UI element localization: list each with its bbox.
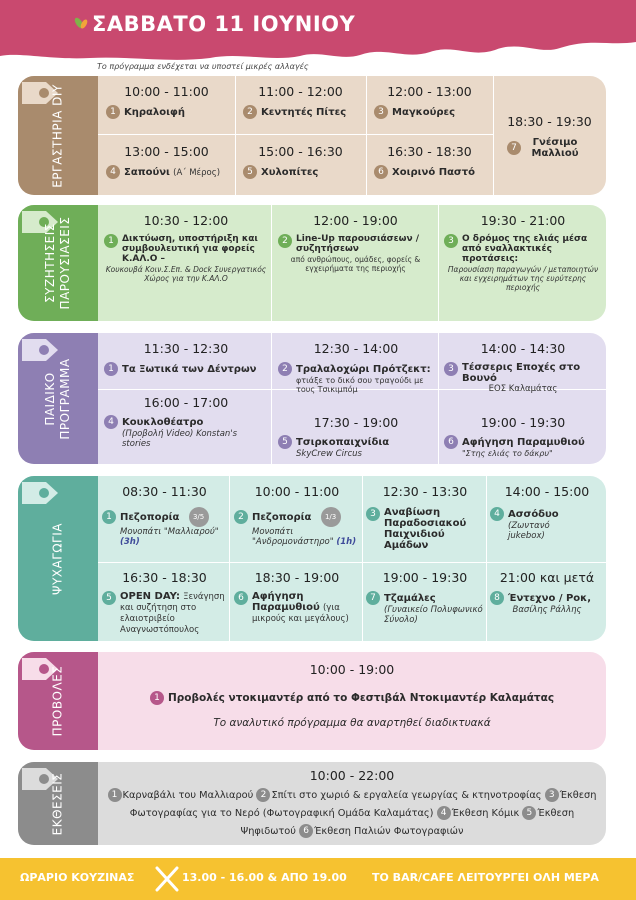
number-badge: 4: [104, 415, 118, 429]
event-note: "Στης ελιάς το δάκρυ": [462, 449, 553, 458]
section-entertainment-label: ΨΥΧΑΓΩΓΙΑ: [50, 522, 65, 595]
event-title: Πεζοπορία: [120, 512, 180, 523]
event-title: Αφήγηση Παραμυθιού: [252, 591, 320, 613]
time-label: 16:00 - 17:00: [143, 395, 229, 410]
event-title: Κουκλοθέατρο: [122, 417, 204, 428]
fraction-badge: 3/5: [189, 507, 209, 527]
section-kids-side: [18, 333, 98, 464]
number-badge: 7: [366, 591, 380, 605]
event-title: Γνέσιμο Μαλλιού: [531, 137, 579, 159]
list-item: 1 Καρναβάλι του Μαλλιαρού: [108, 790, 254, 801]
duration-label: (3h): [120, 537, 140, 547]
event-title: Line-Up παρουσιάσεων / συζητήσεων: [296, 234, 420, 254]
time-label: 08:30 - 11:30: [122, 484, 207, 499]
time-label: 16:30 - 18:30: [122, 570, 207, 585]
event-title: Κηραλοιφή: [124, 107, 185, 118]
event-note: Κουκουβά Κοιν.Σ.Επ. & Dock Συνεργατικός Χώρος για την Κ.ΑΛ.Ο: [105, 265, 267, 283]
event-note: Ξενάγηση και συζήτηση στο ελαιοτριβείο Αναγνωστόπουλος: [120, 592, 225, 635]
event-note: από ανθρώπους, ομάδες, φορείς & εγχειρήματα της περιοχής: [290, 255, 421, 273]
event-note: (Προβολή Video) Konstan's stories: [122, 429, 238, 449]
section-talks-grid: [98, 205, 606, 321]
duration-label: (1h): [336, 537, 357, 547]
number-badge: 1: [150, 691, 164, 705]
event-title: Πεζοπορία: [252, 512, 312, 523]
kids-cell-3: [444, 341, 602, 394]
event-note: Βασίλης Ράλλης: [512, 605, 582, 615]
section-talks-label: ΣΥΖΗΤΗΣΕΙΣ ΠΑΡΟΥΣΙΑΣΕΙΣ: [43, 216, 72, 310]
number-badge: 1: [104, 234, 118, 248]
diy-cell-6: [366, 144, 493, 179]
number-badge: 3: [444, 234, 458, 248]
number-badge: 4: [106, 165, 120, 179]
footer-bar: [0, 858, 636, 900]
section-screenings-body: [98, 652, 606, 750]
section-screenings-label: ΠΡΟΒΟΛΕΣ: [50, 665, 65, 737]
talks-cell-1: [104, 213, 268, 283]
time-label: 12:30 - 13:30: [382, 484, 468, 499]
diy-cell-2: [235, 84, 366, 119]
event-title: Προβολές ντοκιμαντέρ από το Φεστιβάλ Ντοκιμαντέρ Καλαμάτας: [167, 692, 555, 704]
page-title: ΣΑΒΒΑΤΟ 11 ΙΟΥΝΙΟΥ: [92, 12, 356, 36]
time-label: 10:00 - 11:00: [124, 84, 209, 99]
section-entertainment: [18, 476, 606, 641]
section-entertainment-side: [18, 476, 98, 641]
time-label: 12:00 - 19:00: [313, 213, 398, 228]
number-badge: 2: [243, 105, 257, 119]
section-diy-side: [18, 76, 98, 195]
time-label: 19:00 - 19:30: [382, 570, 468, 585]
ent-cell-4: [490, 484, 604, 541]
time-label: 12:30 - 14:00: [313, 341, 399, 356]
time-label: 10:30 - 12:00: [143, 213, 229, 228]
list-item: 3 Έκθεση Φωτογραφίας για το Νερό (Φωτογραφική Ομάδα Καλαμάτας): [129, 790, 597, 819]
event-title: Κεντητές Πίτες: [261, 107, 347, 118]
event-note: (Α΄ Μέρος): [173, 168, 221, 178]
bar-hours: ΤΟ BAR/CAFE ΛΕΙΤΟΥΡΓΕΙ ΟΛΗ ΜΕΡΑ: [372, 871, 599, 884]
number-badge: 1: [102, 510, 116, 524]
ent-cell-5: [102, 570, 227, 635]
event-title: Χοιρινό Παστό: [392, 167, 475, 178]
kids-cell-1: [104, 341, 268, 376]
number-badge: 2: [278, 234, 292, 248]
section-talks: [18, 205, 606, 321]
event-note: (Ζωντανό jukebox): [508, 521, 550, 541]
ent-cell-7: [366, 570, 484, 625]
event-title: Τέσσερις Εποχές στο Βουνό: [462, 362, 581, 384]
number-badge: 4: [490, 507, 504, 521]
section-diy-label: ΕΡΓΑΣΤΗΡΙΑ DIY: [50, 83, 65, 188]
time-label: 18:30 - 19:30: [507, 114, 592, 129]
event-title: Ασσόδυο: [508, 509, 559, 520]
event-title: Τα Ξωτικά των Δέντρων: [122, 364, 257, 375]
section-entertainment-grid: [98, 476, 606, 641]
time-label: 10:00 - 11:00: [254, 484, 340, 499]
diy-cell-4: [98, 144, 235, 179]
time-label: 18:30 - 19:00: [254, 570, 340, 585]
event-title: OPEN DAY:: [120, 591, 180, 602]
list-item: 4 Έκθεση Κόμικ: [437, 808, 520, 819]
time-label: 15:00 - 16:30: [258, 144, 343, 159]
event-title: Χυλοπίτες: [261, 167, 319, 178]
event-title: Τραλαλοχώρι Πρότζεκτ:: [296, 364, 431, 375]
event-note: ΕΟΣ Καλαμάτας: [488, 384, 558, 394]
diy-cell-3: [366, 84, 493, 119]
section-diy-grid: [98, 76, 606, 195]
event-title: Ο δρόμος της ελιάς μέσα από εναλλακτικές προτάσεις:: [462, 234, 588, 264]
section-screenings: [18, 652, 606, 750]
diy-cell-7: [493, 114, 606, 159]
section-diy: [18, 76, 606, 195]
number-badge: 8: [490, 591, 504, 605]
number-badge: 5: [243, 165, 257, 179]
ent-cell-1: [102, 484, 227, 547]
time-label: 12:00 - 13:00: [387, 84, 472, 99]
time-label: 21:00 και μετά: [499, 570, 595, 585]
event-title: Έντεχνο / Ροκ,: [508, 593, 592, 604]
kitchen-hours: 13.00 - 16.00 & ΑΠΟ 19.00: [182, 871, 347, 884]
event-title: Αναβίωση Παραδοσιακού Παιχνιδιού Αμάδων: [384, 507, 467, 551]
cutlery-icon: [152, 864, 182, 894]
section-exhibitions-label: ΕΚΘΕΣΕΙΣ: [50, 772, 65, 835]
event-title: Τσιρκοπαιχνίδια: [296, 437, 390, 448]
number-badge: 3: [366, 507, 380, 521]
event-note: Μονοπάτι "Μαλλιαρού": [120, 527, 219, 537]
number-badge: 3: [444, 362, 458, 376]
list-item: 6 Έκθεση Παλιών Φωτογραφιών: [299, 826, 463, 837]
section-kids-grid: [98, 333, 606, 464]
event-title: Αφήγηση Παραμυθιού: [462, 437, 585, 448]
event-note: SkyCrew Circus: [296, 449, 362, 459]
time-label: 17:30 - 19:00: [313, 415, 399, 430]
section-kids: [18, 333, 606, 464]
diy-cell-5: [235, 144, 366, 179]
kids-cell-6: [444, 415, 602, 458]
event-title: Δικτύωση, υποστήριξη και συμβουλευτική για φορείς Κ.ΑΛ.Ο –: [122, 234, 258, 264]
number-badge: 5: [278, 435, 292, 449]
time-label: 14:00 - 14:30: [480, 341, 566, 356]
section-screenings-side: [18, 652, 98, 750]
time-label: 19:30 - 21:00: [480, 213, 566, 228]
event-note: Το αναλυτικό πρόγραμμα θα αναρτηθεί διαδικτυακά: [213, 717, 491, 729]
ent-cell-3: [366, 484, 484, 551]
talks-cell-3: [444, 213, 602, 292]
time-label: 19:00 - 19:30: [480, 415, 566, 430]
ent-cell-8: [490, 570, 604, 615]
number-badge: 1: [106, 105, 120, 119]
section-kids-label: ΠΑΙΔΙΚΟ ΠΡΟΓΡΑΜΜΑ: [43, 357, 72, 440]
event-note: (για μικρούς και μεγάλους): [252, 603, 349, 624]
event-note: φτιάξε το δικό σου τραγούδι με τους Τσικιμπόμ: [296, 376, 424, 394]
event-title: Μαγκούρες: [392, 107, 456, 118]
time-label: 11:00 - 12:00: [258, 84, 343, 99]
diy-cell-1: [98, 84, 235, 119]
list-item: 2 Σπίτι στο χωριό & εργαλεία γεωργίας & κτηνοτροφίας: [256, 790, 541, 801]
number-badge: 3: [374, 105, 388, 119]
section-exhibitions: [18, 762, 606, 845]
fraction-badge: 1/3: [321, 507, 341, 527]
kids-cell-5: [278, 415, 434, 459]
olive-leaf-icon: [74, 16, 88, 30]
time-label: 10:00 - 19:00: [309, 662, 395, 677]
time-label: 14:00 - 15:00: [504, 484, 590, 499]
list-item: 5 Έκθεση Ψηφιδωτού: [240, 808, 575, 837]
event-note: (Γυναικείο Πολυφωνικό Σύνολο): [384, 605, 483, 625]
tab-marker-icon: [22, 482, 60, 504]
event-title: Σαπούνι: [124, 167, 170, 178]
event-title: Τζαμάλες: [384, 593, 436, 604]
number-badge: 6: [234, 591, 248, 605]
kitchen-label: ΩΡΑΡΙΟ ΚΟΥΖΙΝΑΣ: [20, 871, 135, 884]
exhibitions-list: [102, 787, 602, 841]
time-label: 10:00 - 22:00: [309, 768, 395, 783]
number-badge: 7: [507, 141, 521, 155]
ent-cell-2: [234, 484, 360, 547]
kids-cell-4: [104, 395, 268, 449]
number-badge: 6: [444, 435, 458, 449]
number-badge: 2: [278, 362, 292, 376]
talks-cell-2: [278, 213, 433, 273]
number-badge: 2: [234, 510, 248, 524]
section-talks-side: [18, 205, 98, 321]
event-note: Μονοπάτι "Ανδρομονάστηρο": [252, 527, 334, 547]
section-exhibitions-side: [18, 762, 98, 845]
kids-cell-2: [278, 341, 434, 394]
schedule-note: Το πρόγραμμα ενδέχεται να υποστεί μικρές αλλαγές: [97, 62, 309, 71]
event-note: Παρουσίαση παραγωγών / μεταποιητών και εγχειρημάτων της ευρύτερης περιοχής: [447, 265, 599, 292]
ent-cell-6: [234, 570, 360, 624]
time-label: 16:30 - 18:30: [387, 144, 472, 159]
section-exhibitions-body: [98, 762, 606, 845]
number-badge: 6: [374, 165, 388, 179]
number-badge: 1: [104, 362, 118, 376]
number-badge: 5: [102, 591, 116, 605]
time-label: 11:30 - 12:30: [143, 341, 229, 356]
time-label: 13:00 - 15:00: [124, 144, 209, 159]
